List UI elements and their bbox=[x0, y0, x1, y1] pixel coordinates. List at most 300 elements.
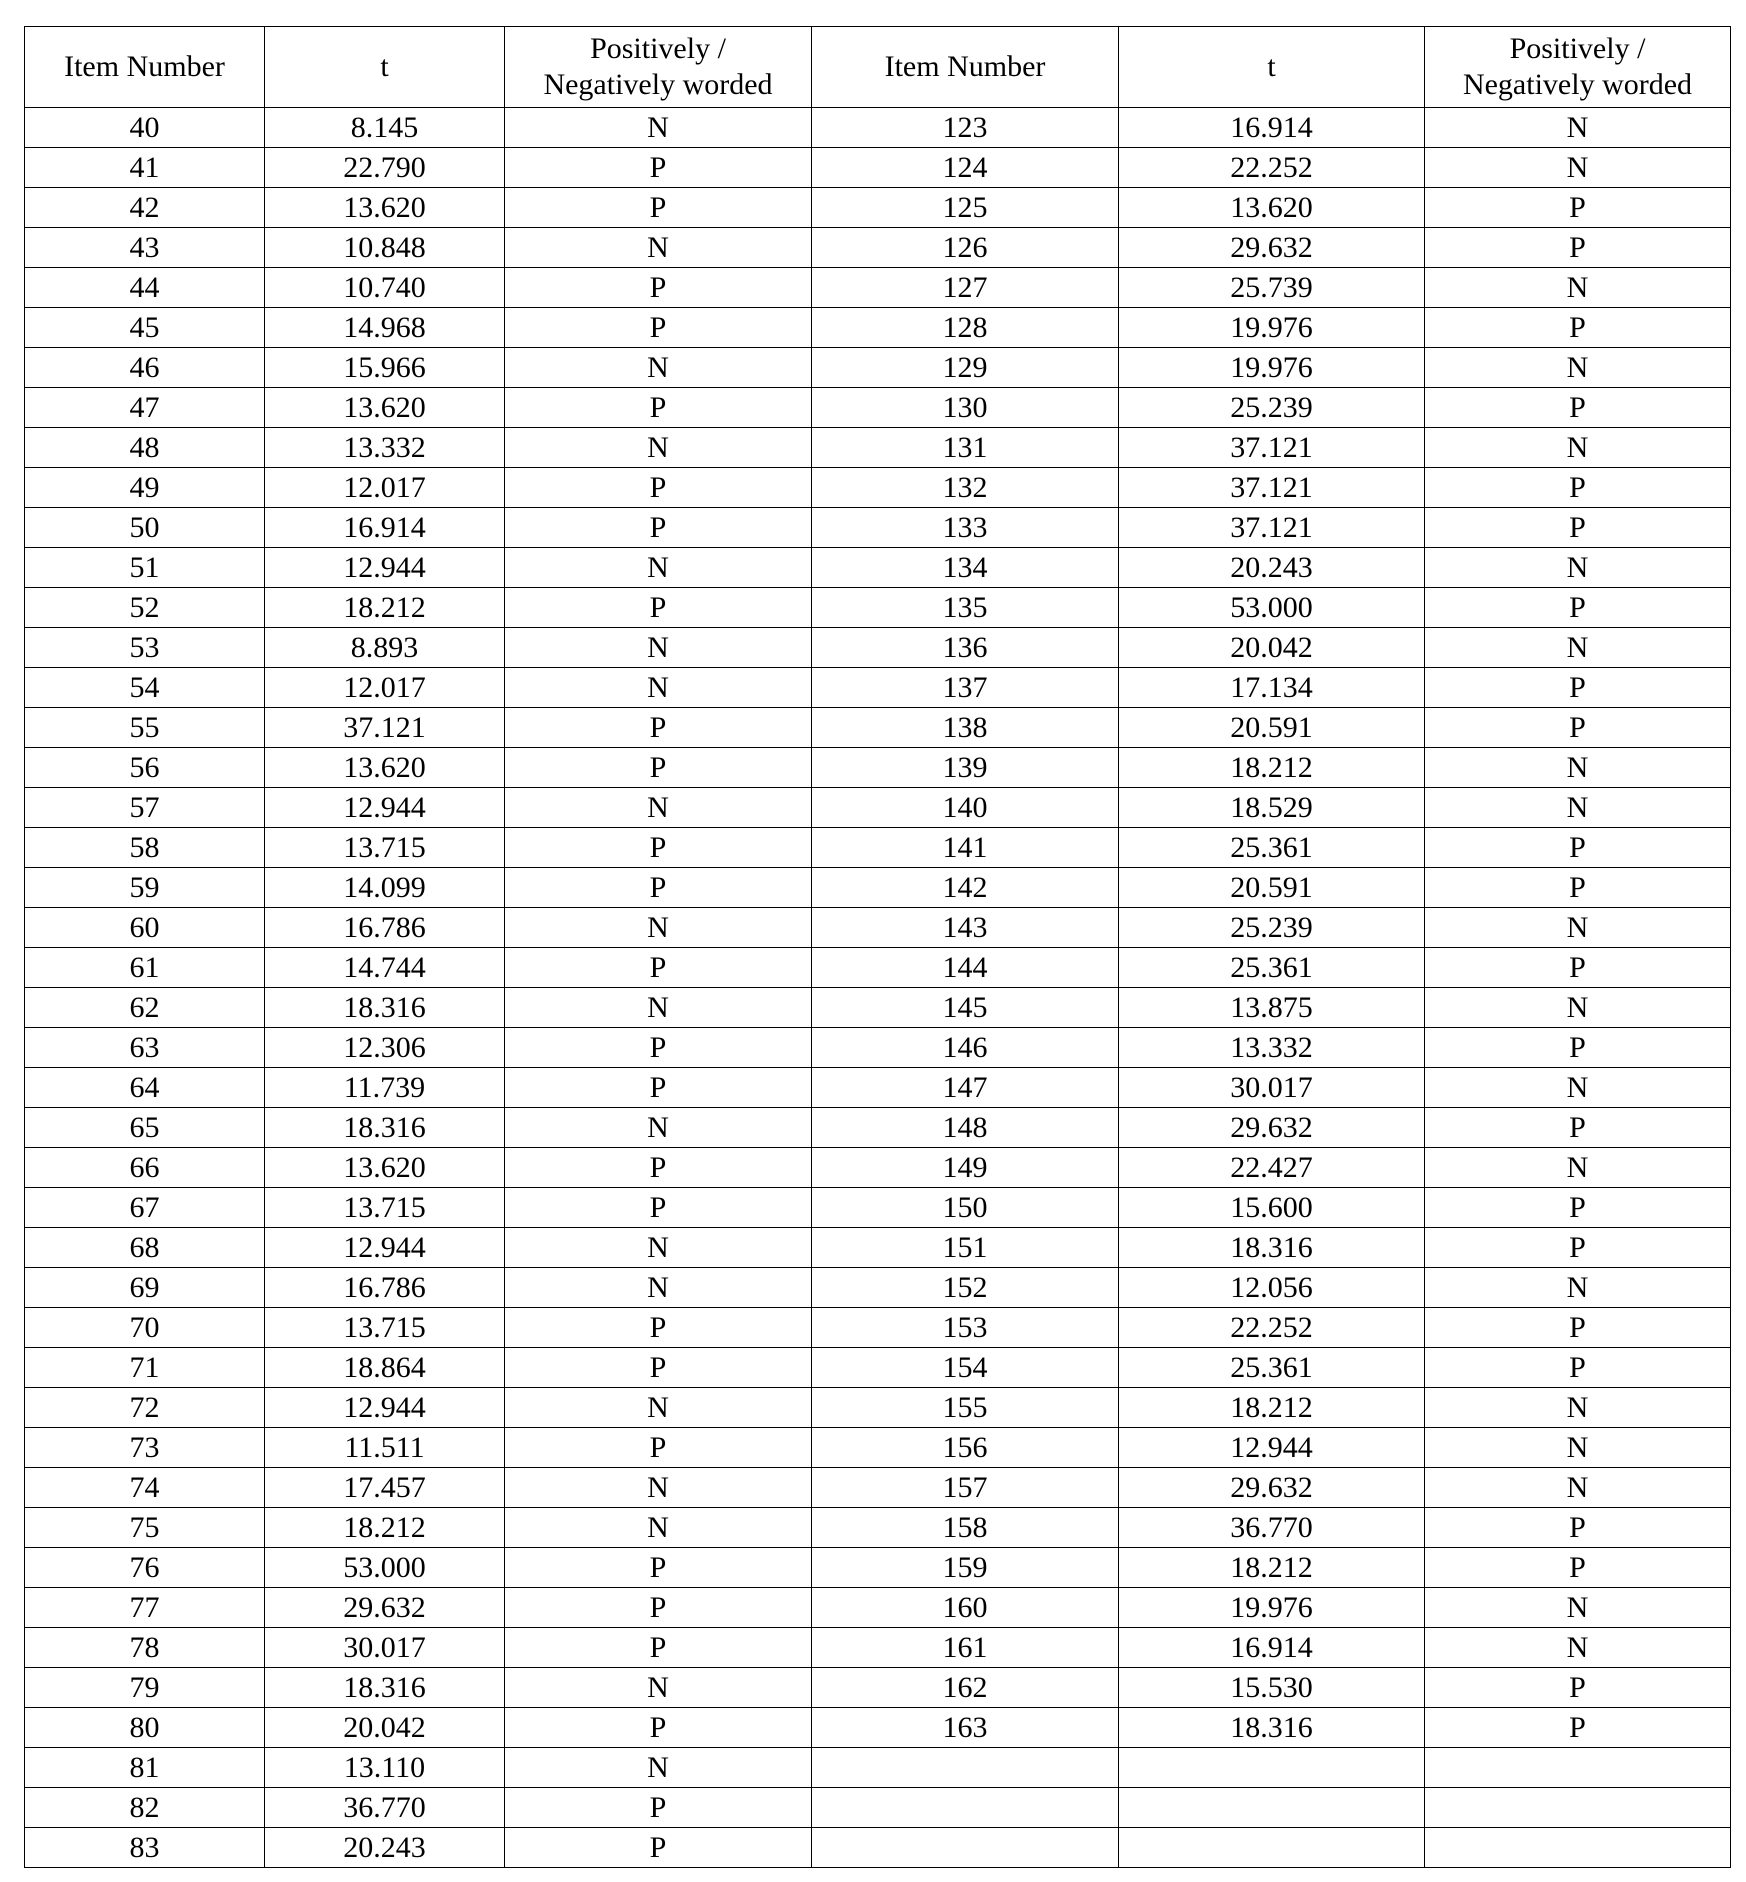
cell-item-number: 75 bbox=[25, 1508, 265, 1548]
cell-item-number: 143 bbox=[812, 908, 1119, 948]
cell-item-number: 142 bbox=[812, 868, 1119, 908]
cell-item-number: 45 bbox=[25, 308, 265, 348]
cell-worded: N bbox=[1425, 548, 1731, 588]
cell-t: 20.243 bbox=[265, 1828, 505, 1868]
cell-item-number: 41 bbox=[25, 148, 265, 188]
table-row bbox=[25, 1388, 1731, 1428]
cell-item-number: 76 bbox=[25, 1548, 265, 1588]
cell-item-number: 151 bbox=[812, 1228, 1119, 1268]
table-row bbox=[25, 108, 1731, 148]
cell-worded: P bbox=[505, 868, 812, 908]
cell-t: 30.017 bbox=[1119, 1068, 1425, 1108]
cell-worded: P bbox=[505, 948, 812, 988]
cell-t: 20.042 bbox=[1119, 628, 1425, 668]
cell-worded: P bbox=[505, 1308, 812, 1348]
table-header bbox=[25, 27, 1731, 108]
table-row bbox=[25, 1708, 1731, 1748]
cell-worded: P bbox=[1425, 828, 1731, 868]
cell-t: 12.017 bbox=[265, 468, 505, 508]
cell-t: 22.427 bbox=[1119, 1148, 1425, 1188]
cell-worded: P bbox=[505, 1148, 812, 1188]
cell-t: 15.966 bbox=[265, 348, 505, 388]
table-row bbox=[25, 1548, 1731, 1588]
cell-t: 10.848 bbox=[265, 228, 505, 268]
cell-worded: P bbox=[505, 1188, 812, 1228]
cell-t: 25.239 bbox=[1119, 388, 1425, 428]
table-row bbox=[25, 1188, 1731, 1228]
table-row bbox=[25, 948, 1731, 988]
cell-item-number: 79 bbox=[25, 1668, 265, 1708]
cell-item-number bbox=[812, 1788, 1119, 1828]
cell-item-number: 158 bbox=[812, 1508, 1119, 1548]
table-row bbox=[25, 1348, 1731, 1388]
cell-item-number: 149 bbox=[812, 1148, 1119, 1188]
table-row bbox=[25, 1068, 1731, 1108]
table-row bbox=[25, 1508, 1731, 1548]
cell-worded: N bbox=[505, 1268, 812, 1308]
cell-t: 25.361 bbox=[1119, 948, 1425, 988]
cell-t: 12.944 bbox=[265, 1388, 505, 1428]
cell-item-number: 130 bbox=[812, 388, 1119, 428]
cell-item-number: 160 bbox=[812, 1588, 1119, 1628]
cell-t: 25.239 bbox=[1119, 908, 1425, 948]
cell-t: 18.864 bbox=[265, 1348, 505, 1388]
cell-item-number: 128 bbox=[812, 308, 1119, 348]
cell-t: 17.134 bbox=[1119, 668, 1425, 708]
cell-item-number: 162 bbox=[812, 1668, 1119, 1708]
cell-t: 12.944 bbox=[265, 548, 505, 588]
header-worded-left bbox=[505, 27, 812, 108]
cell-t: 13.715 bbox=[265, 828, 505, 868]
cell-worded: P bbox=[505, 748, 812, 788]
cell-worded: P bbox=[1425, 1508, 1731, 1548]
cell-t: 25.361 bbox=[1119, 828, 1425, 868]
cell-item-number: 123 bbox=[812, 108, 1119, 148]
cell-item-number: 61 bbox=[25, 948, 265, 988]
cell-worded: P bbox=[1425, 1668, 1731, 1708]
cell-t: 13.620 bbox=[265, 388, 505, 428]
cell-t: 8.893 bbox=[265, 628, 505, 668]
cell-t: 20.243 bbox=[1119, 548, 1425, 588]
table-row bbox=[25, 1748, 1731, 1788]
cell-worded: N bbox=[505, 668, 812, 708]
cell-worded: N bbox=[505, 1108, 812, 1148]
table-row bbox=[25, 988, 1731, 1028]
header-line: Positively / bbox=[590, 32, 726, 65]
cell-item-number: 68 bbox=[25, 1228, 265, 1268]
cell-item-number: 46 bbox=[25, 348, 265, 388]
cell-t: 12.056 bbox=[1119, 1268, 1425, 1308]
cell-t: 22.252 bbox=[1119, 1308, 1425, 1348]
cell-t bbox=[1119, 1828, 1425, 1868]
cell-item-number: 48 bbox=[25, 428, 265, 468]
cell-t: 8.145 bbox=[265, 108, 505, 148]
cell-t: 53.000 bbox=[265, 1548, 505, 1588]
cell-item-number: 44 bbox=[25, 268, 265, 308]
cell-t: 12.944 bbox=[1119, 1428, 1425, 1468]
table-row bbox=[25, 348, 1731, 388]
cell-worded: N bbox=[505, 348, 812, 388]
table-row bbox=[25, 1108, 1731, 1148]
cell-item-number: 71 bbox=[25, 1348, 265, 1388]
cell-worded: N bbox=[505, 548, 812, 588]
cell-worded: P bbox=[1425, 948, 1731, 988]
cell-item-number: 163 bbox=[812, 1708, 1119, 1748]
cell-item-number: 72 bbox=[25, 1388, 265, 1428]
table-row bbox=[25, 748, 1731, 788]
cell-t: 20.042 bbox=[265, 1708, 505, 1748]
header-worded-right bbox=[1425, 27, 1731, 108]
table-row bbox=[25, 1468, 1731, 1508]
cell-t: 11.511 bbox=[265, 1428, 505, 1468]
cell-worded: N bbox=[1425, 428, 1731, 468]
header-t-left: t bbox=[265, 27, 505, 108]
cell-item-number: 70 bbox=[25, 1308, 265, 1348]
header-item-number-left: Item Number bbox=[25, 27, 265, 108]
cell-t: 18.212 bbox=[265, 1508, 505, 1548]
cell-t: 13.620 bbox=[265, 188, 505, 228]
cell-worded: P bbox=[505, 1588, 812, 1628]
cell-t: 12.017 bbox=[265, 668, 505, 708]
cell-worded: P bbox=[505, 508, 812, 548]
cell-item-number: 145 bbox=[812, 988, 1119, 1028]
cell-t: 22.790 bbox=[265, 148, 505, 188]
cell-worded: P bbox=[505, 308, 812, 348]
cell-worded: N bbox=[1425, 1588, 1731, 1628]
cell-t: 18.316 bbox=[265, 1108, 505, 1148]
cell-item-number: 47 bbox=[25, 388, 265, 428]
cell-worded: N bbox=[505, 628, 812, 668]
cell-item-number: 51 bbox=[25, 548, 265, 588]
cell-worded: N bbox=[1425, 1148, 1731, 1188]
cell-t: 30.017 bbox=[265, 1628, 505, 1668]
cell-item-number: 139 bbox=[812, 748, 1119, 788]
cell-item-number: 66 bbox=[25, 1148, 265, 1188]
cell-item-number: 126 bbox=[812, 228, 1119, 268]
cell-worded: P bbox=[1425, 588, 1731, 628]
table-row bbox=[25, 1628, 1731, 1668]
cell-t: 11.739 bbox=[265, 1068, 505, 1108]
cell-item-number: 153 bbox=[812, 1308, 1119, 1348]
header-t-right: t bbox=[1119, 27, 1425, 108]
cell-item-number: 52 bbox=[25, 588, 265, 628]
cell-worded: N bbox=[505, 1508, 812, 1548]
cell-item-number: 125 bbox=[812, 188, 1119, 228]
cell-worded: P bbox=[1425, 1228, 1731, 1268]
cell-worded: P bbox=[505, 1548, 812, 1588]
table-row bbox=[25, 1788, 1731, 1828]
table-row bbox=[25, 308, 1731, 348]
cell-worded: P bbox=[1425, 388, 1731, 428]
cell-t: 18.316 bbox=[1119, 1228, 1425, 1268]
cell-worded: P bbox=[1425, 1308, 1731, 1348]
cell-item-number: 60 bbox=[25, 908, 265, 948]
cell-worded: N bbox=[1425, 1468, 1731, 1508]
cell-worded bbox=[1425, 1788, 1731, 1828]
table-row bbox=[25, 428, 1731, 468]
cell-worded: N bbox=[1425, 1428, 1731, 1468]
cell-item-number: 83 bbox=[25, 1828, 265, 1868]
cell-item-number: 141 bbox=[812, 828, 1119, 868]
cell-item-number: 136 bbox=[812, 628, 1119, 668]
cell-worded: N bbox=[1425, 748, 1731, 788]
cell-worded: P bbox=[1425, 668, 1731, 708]
cell-worded: P bbox=[1425, 1188, 1731, 1228]
table-row bbox=[25, 1148, 1731, 1188]
table-row bbox=[25, 508, 1731, 548]
cell-worded: N bbox=[505, 428, 812, 468]
cell-t: 29.632 bbox=[265, 1588, 505, 1628]
table-row bbox=[25, 1668, 1731, 1708]
table-row bbox=[25, 268, 1731, 308]
table-row bbox=[25, 548, 1731, 588]
cell-item-number: 148 bbox=[812, 1108, 1119, 1148]
cell-t bbox=[1119, 1748, 1425, 1788]
cell-item-number: 40 bbox=[25, 108, 265, 148]
cell-worded: N bbox=[505, 1228, 812, 1268]
cell-worded: P bbox=[505, 828, 812, 868]
cell-item-number: 64 bbox=[25, 1068, 265, 1108]
table-row bbox=[25, 1268, 1731, 1308]
cell-item-number: 154 bbox=[812, 1348, 1119, 1388]
cell-t: 13.715 bbox=[265, 1188, 505, 1228]
table-row bbox=[25, 788, 1731, 828]
table-row bbox=[25, 1228, 1731, 1268]
cell-item-number: 43 bbox=[25, 228, 265, 268]
cell-item-number: 77 bbox=[25, 1588, 265, 1628]
cell-worded: P bbox=[505, 388, 812, 428]
cell-t: 15.600 bbox=[1119, 1188, 1425, 1228]
cell-worded: P bbox=[505, 1068, 812, 1108]
cell-t: 15.530 bbox=[1119, 1668, 1425, 1708]
cell-worded: N bbox=[1425, 908, 1731, 948]
cell-worded: P bbox=[505, 188, 812, 228]
cell-worded: N bbox=[1425, 348, 1731, 388]
cell-t: 16.914 bbox=[1119, 1628, 1425, 1668]
cell-t: 18.316 bbox=[265, 1668, 505, 1708]
cell-item-number: 69 bbox=[25, 1268, 265, 1308]
cell-item-number: 53 bbox=[25, 628, 265, 668]
cell-item-number: 42 bbox=[25, 188, 265, 228]
header-row bbox=[25, 27, 1731, 108]
cell-worded: N bbox=[505, 1468, 812, 1508]
cell-worded: P bbox=[1425, 708, 1731, 748]
cell-t: 29.632 bbox=[1119, 228, 1425, 268]
cell-t: 20.591 bbox=[1119, 708, 1425, 748]
table-row bbox=[25, 1028, 1731, 1068]
header-line: Positively / bbox=[1509, 32, 1646, 65]
cell-worded: N bbox=[1425, 268, 1731, 308]
cell-t: 13.715 bbox=[265, 1308, 505, 1348]
cell-item-number: 157 bbox=[812, 1468, 1119, 1508]
cell-t: 36.770 bbox=[1119, 1508, 1425, 1548]
cell-item-number: 82 bbox=[25, 1788, 265, 1828]
cell-item-number: 81 bbox=[25, 1748, 265, 1788]
cell-item-number bbox=[812, 1748, 1119, 1788]
cell-item-number: 56 bbox=[25, 748, 265, 788]
cell-item-number: 59 bbox=[25, 868, 265, 908]
cell-item-number: 133 bbox=[812, 508, 1119, 548]
cell-t: 13.332 bbox=[1119, 1028, 1425, 1068]
cell-worded: N bbox=[1425, 1268, 1731, 1308]
cell-item-number: 57 bbox=[25, 788, 265, 828]
cell-t: 13.620 bbox=[265, 1148, 505, 1188]
cell-t: 19.976 bbox=[1119, 348, 1425, 388]
cell-worded: P bbox=[505, 588, 812, 628]
cell-item-number: 156 bbox=[812, 1428, 1119, 1468]
cell-worded: P bbox=[505, 1628, 812, 1668]
cell-t: 18.316 bbox=[1119, 1708, 1425, 1748]
cell-item-number: 65 bbox=[25, 1108, 265, 1148]
table-row bbox=[25, 148, 1731, 188]
cell-item-number: 131 bbox=[812, 428, 1119, 468]
cell-worded: P bbox=[1425, 228, 1731, 268]
cell-worded: P bbox=[1425, 1028, 1731, 1068]
cell-item-number bbox=[812, 1828, 1119, 1868]
cell-item-number: 63 bbox=[25, 1028, 265, 1068]
cell-worded: P bbox=[505, 268, 812, 308]
cell-t: 18.529 bbox=[1119, 788, 1425, 828]
cell-worded: P bbox=[505, 1028, 812, 1068]
cell-worded: P bbox=[505, 148, 812, 188]
cell-item-number: 127 bbox=[812, 268, 1119, 308]
cell-item-number: 137 bbox=[812, 668, 1119, 708]
cell-worded: P bbox=[1425, 308, 1731, 348]
cell-t: 18.316 bbox=[265, 988, 505, 1028]
cell-t: 37.121 bbox=[265, 708, 505, 748]
table-row bbox=[25, 188, 1731, 228]
cell-t: 53.000 bbox=[1119, 588, 1425, 628]
table-row bbox=[25, 668, 1731, 708]
cell-t: 18.212 bbox=[1119, 1388, 1425, 1428]
header-line: Negatively worded bbox=[1462, 68, 1693, 101]
cell-worded: P bbox=[1425, 868, 1731, 908]
cell-t: 16.786 bbox=[265, 908, 505, 948]
cell-t: 29.632 bbox=[1119, 1468, 1425, 1508]
table-row bbox=[25, 908, 1731, 948]
cell-t: 29.632 bbox=[1119, 1108, 1425, 1148]
cell-item-number: 50 bbox=[25, 508, 265, 548]
cell-t: 25.739 bbox=[1119, 268, 1425, 308]
cell-item-number: 144 bbox=[812, 948, 1119, 988]
cell-t: 19.976 bbox=[1119, 1588, 1425, 1628]
table-row bbox=[25, 868, 1731, 908]
table-row bbox=[25, 1588, 1731, 1628]
cell-t: 22.252 bbox=[1119, 148, 1425, 188]
table-row bbox=[25, 388, 1731, 428]
cell-t: 36.770 bbox=[265, 1788, 505, 1828]
cell-worded: N bbox=[505, 988, 812, 1028]
cell-item-number: 146 bbox=[812, 1028, 1119, 1068]
cell-worded: N bbox=[1425, 628, 1731, 668]
cell-t: 16.914 bbox=[265, 508, 505, 548]
table-row bbox=[25, 628, 1731, 668]
cell-worded: P bbox=[1425, 1548, 1731, 1588]
cell-t: 12.306 bbox=[265, 1028, 505, 1068]
cell-worded: N bbox=[505, 908, 812, 948]
cell-item-number: 140 bbox=[812, 788, 1119, 828]
cell-worded: P bbox=[505, 708, 812, 748]
cell-t: 25.361 bbox=[1119, 1348, 1425, 1388]
cell-item-number: 129 bbox=[812, 348, 1119, 388]
cell-worded: N bbox=[505, 788, 812, 828]
table-row bbox=[25, 1828, 1731, 1868]
cell-item-number: 54 bbox=[25, 668, 265, 708]
cell-t: 14.968 bbox=[265, 308, 505, 348]
cell-item-number: 155 bbox=[812, 1388, 1119, 1428]
cell-t: 16.914 bbox=[1119, 108, 1425, 148]
cell-t: 37.121 bbox=[1119, 428, 1425, 468]
cell-worded: N bbox=[505, 228, 812, 268]
cell-worded bbox=[1425, 1748, 1731, 1788]
cell-worded: P bbox=[505, 1348, 812, 1388]
cell-t bbox=[1119, 1788, 1425, 1828]
cell-item-number: 124 bbox=[812, 148, 1119, 188]
cell-worded: N bbox=[1425, 988, 1731, 1028]
cell-item-number: 147 bbox=[812, 1068, 1119, 1108]
cell-item-number: 74 bbox=[25, 1468, 265, 1508]
header-item-number-right: Item Number bbox=[812, 27, 1119, 108]
cell-t: 14.744 bbox=[265, 948, 505, 988]
cell-t: 13.332 bbox=[265, 428, 505, 468]
cell-item-number: 159 bbox=[812, 1548, 1119, 1588]
cell-worded: N bbox=[505, 108, 812, 148]
cell-t: 18.212 bbox=[1119, 748, 1425, 788]
cell-worded: N bbox=[505, 1388, 812, 1428]
header-line: Negatively worded bbox=[543, 68, 773, 101]
cell-t: 10.740 bbox=[265, 268, 505, 308]
cell-item-number: 55 bbox=[25, 708, 265, 748]
cell-t: 16.786 bbox=[265, 1268, 505, 1308]
cell-worded: N bbox=[1425, 1388, 1731, 1428]
cell-item-number: 80 bbox=[25, 1708, 265, 1748]
cell-item-number: 152 bbox=[812, 1268, 1119, 1308]
cell-t: 14.099 bbox=[265, 868, 505, 908]
cell-worded: N bbox=[1425, 148, 1731, 188]
cell-worded: P bbox=[505, 1428, 812, 1468]
cell-item-number: 49 bbox=[25, 468, 265, 508]
table-row bbox=[25, 588, 1731, 628]
cell-worded: P bbox=[505, 468, 812, 508]
cell-item-number: 134 bbox=[812, 548, 1119, 588]
table-row bbox=[25, 828, 1731, 868]
cell-worded: P bbox=[505, 1708, 812, 1748]
cell-worded: P bbox=[1425, 1348, 1731, 1388]
cell-t: 18.212 bbox=[1119, 1548, 1425, 1588]
cell-t: 37.121 bbox=[1119, 468, 1425, 508]
item-t-table bbox=[24, 26, 1731, 1868]
table-row bbox=[25, 1428, 1731, 1468]
cell-item-number: 161 bbox=[812, 1628, 1119, 1668]
cell-t: 13.620 bbox=[1119, 188, 1425, 228]
cell-item-number: 73 bbox=[25, 1428, 265, 1468]
cell-worded: P bbox=[1425, 188, 1731, 228]
cell-item-number: 62 bbox=[25, 988, 265, 1028]
cell-t: 13.620 bbox=[265, 748, 505, 788]
table-row bbox=[25, 708, 1731, 748]
table-row bbox=[25, 1308, 1731, 1348]
cell-worded: N bbox=[1425, 1068, 1731, 1108]
cell-item-number: 67 bbox=[25, 1188, 265, 1228]
cell-t: 19.976 bbox=[1119, 308, 1425, 348]
cell-t: 37.121 bbox=[1119, 508, 1425, 548]
cell-t: 12.944 bbox=[265, 1228, 505, 1268]
cell-t: 18.212 bbox=[265, 588, 505, 628]
table-body bbox=[25, 108, 1731, 1868]
cell-worded: N bbox=[505, 1748, 812, 1788]
cell-item-number: 135 bbox=[812, 588, 1119, 628]
cell-worded: P bbox=[1425, 468, 1731, 508]
